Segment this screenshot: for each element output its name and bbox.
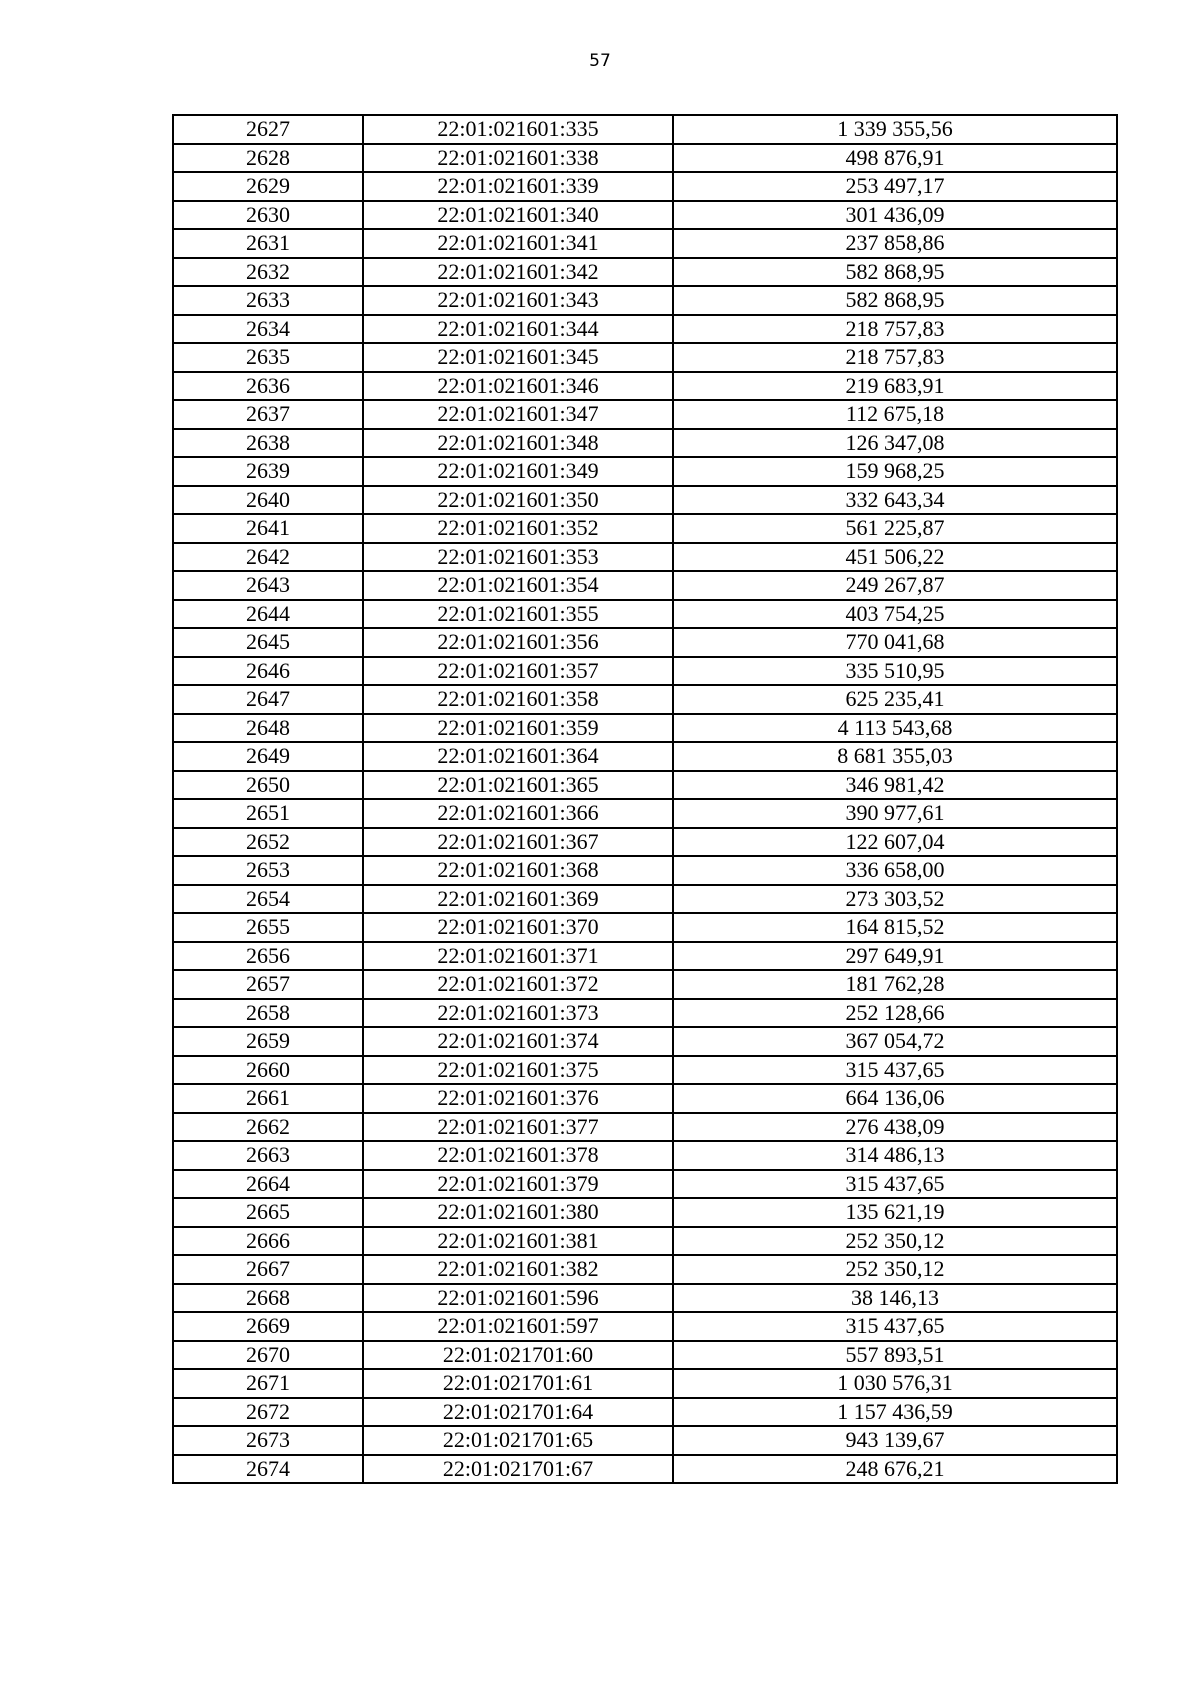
- cadastral-value-cell: 276 438,09: [673, 1113, 1117, 1142]
- cadastral-value-cell: 315 437,65: [673, 1312, 1117, 1341]
- table-row: [173, 885, 1117, 914]
- row-number-cell: 2643: [173, 571, 363, 600]
- page-number: 57: [589, 51, 611, 71]
- cadastral-value-cell: 8 681 355,03: [673, 742, 1117, 771]
- cadastral-value-cell: 135 621,19: [673, 1198, 1117, 1227]
- row-number-cell: 2650: [173, 771, 363, 800]
- table-row: [173, 942, 1117, 971]
- cadastral-number-cell: 22:01:021601:353: [363, 543, 673, 572]
- cadastral-value-cell: 218 757,83: [673, 315, 1117, 344]
- cadastral-value-cell: 252 350,12: [673, 1227, 1117, 1256]
- table-row: [173, 429, 1117, 458]
- cadastral-number-cell: 22:01:021601:344: [363, 315, 673, 344]
- table-row: [173, 913, 1117, 942]
- cadastral-value-cell: 253 497,17: [673, 172, 1117, 201]
- cadastral-number-cell: 22:01:021601:372: [363, 970, 673, 999]
- row-number-cell: 2641: [173, 514, 363, 543]
- table-row: [173, 1084, 1117, 1113]
- table-row: [173, 115, 1117, 144]
- row-number-cell: 2669: [173, 1312, 363, 1341]
- cadastral-number-cell: 22:01:021601:368: [363, 856, 673, 885]
- table-row: [173, 372, 1117, 401]
- cadastral-number-cell: 22:01:021601:359: [363, 714, 673, 743]
- row-number-cell: 2636: [173, 372, 363, 401]
- cadastral-value-cell: 249 267,87: [673, 571, 1117, 600]
- cadastral-number-cell: 22:01:021601:348: [363, 429, 673, 458]
- cadastral-value-cell: 297 649,91: [673, 942, 1117, 971]
- cadastral-number-cell: 22:01:021701:60: [363, 1341, 673, 1370]
- cadastral-value-cell: 4 113 543,68: [673, 714, 1117, 743]
- cadastral-value-cell: 498 876,91: [673, 144, 1117, 173]
- cadastral-number-cell: 22:01:021601:376: [363, 1084, 673, 1113]
- row-number-cell: 2660: [173, 1056, 363, 1085]
- table-row: [173, 970, 1117, 999]
- cadastral-value-cell: 332 643,34: [673, 486, 1117, 515]
- row-number-cell: 2668: [173, 1284, 363, 1313]
- cadastral-number-cell: 22:01:021601:370: [363, 913, 673, 942]
- table-row: [173, 600, 1117, 629]
- cadastral-value-cell: 403 754,25: [673, 600, 1117, 629]
- cadastral-number-cell: 22:01:021601:371: [363, 942, 673, 971]
- row-number-cell: 2666: [173, 1227, 363, 1256]
- row-number-cell: 2647: [173, 685, 363, 714]
- cadastral-number-cell: 22:01:021701:65: [363, 1426, 673, 1455]
- cadastral-number-cell: 22:01:021601:341: [363, 229, 673, 258]
- row-number-cell: 2670: [173, 1341, 363, 1370]
- row-number-cell: 2674: [173, 1455, 363, 1484]
- row-number-cell: 2664: [173, 1170, 363, 1199]
- row-number-cell: 2639: [173, 457, 363, 486]
- cadastral-value-cell: 218 757,83: [673, 343, 1117, 372]
- table-row: [173, 1227, 1117, 1256]
- table-row: [173, 1455, 1117, 1484]
- row-number-cell: 2656: [173, 942, 363, 971]
- table-row: [173, 315, 1117, 344]
- row-number-cell: 2629: [173, 172, 363, 201]
- row-number-cell: 2672: [173, 1398, 363, 1427]
- row-number-cell: 2651: [173, 799, 363, 828]
- cadastral-number-cell: 22:01:021601:365: [363, 771, 673, 800]
- table-row: [173, 1426, 1117, 1455]
- cadastral-value-cell: 181 762,28: [673, 970, 1117, 999]
- table-row: [173, 144, 1117, 173]
- cadastral-value-table: [172, 114, 1118, 1484]
- row-number-cell: 2658: [173, 999, 363, 1028]
- row-number-cell: 2627: [173, 115, 363, 144]
- table-row: [173, 486, 1117, 515]
- cadastral-value-cell: 625 235,41: [673, 685, 1117, 714]
- table-row: [173, 628, 1117, 657]
- row-number-cell: 2663: [173, 1141, 363, 1170]
- cadastral-number-cell: 22:01:021601:345: [363, 343, 673, 372]
- table-row: [173, 742, 1117, 771]
- table-row: [173, 1341, 1117, 1370]
- row-number-cell: 2637: [173, 400, 363, 429]
- table-row: [173, 258, 1117, 287]
- cadastral-value-cell: 38 146,13: [673, 1284, 1117, 1313]
- cadastral-number-cell: 22:01:021701:64: [363, 1398, 673, 1427]
- cadastral-number-cell: 22:01:021601:373: [363, 999, 673, 1028]
- row-number-cell: 2667: [173, 1255, 363, 1284]
- cadastral-value-cell: 252 350,12: [673, 1255, 1117, 1284]
- cadastral-number-cell: 22:01:021601:382: [363, 1255, 673, 1284]
- table-row: [173, 514, 1117, 543]
- cadastral-value-cell: 1 030 576,31: [673, 1369, 1117, 1398]
- row-number-cell: 2630: [173, 201, 363, 230]
- cadastral-number-cell: 22:01:021601:343: [363, 286, 673, 315]
- row-number-cell: 2649: [173, 742, 363, 771]
- row-number-cell: 2631: [173, 229, 363, 258]
- cadastral-value-cell: 336 658,00: [673, 856, 1117, 885]
- cadastral-value-cell: 122 607,04: [673, 828, 1117, 857]
- cadastral-number-cell: 22:01:021601:377: [363, 1113, 673, 1142]
- cadastral-value-cell: 164 815,52: [673, 913, 1117, 942]
- row-number-cell: 2645: [173, 628, 363, 657]
- cadastral-number-cell: 22:01:021601:347: [363, 400, 673, 429]
- cadastral-number-cell: 22:01:021601:597: [363, 1312, 673, 1341]
- table-row: [173, 1141, 1117, 1170]
- cadastral-value-cell: 582 868,95: [673, 286, 1117, 315]
- cadastral-number-cell: 22:01:021601:367: [363, 828, 673, 857]
- table-row: [173, 286, 1117, 315]
- row-number-cell: 2634: [173, 315, 363, 344]
- cadastral-number-cell: 22:01:021701:61: [363, 1369, 673, 1398]
- table-row: [173, 1255, 1117, 1284]
- cadastral-value-cell: 1 157 436,59: [673, 1398, 1117, 1427]
- table-row: [173, 457, 1117, 486]
- row-number-cell: 2628: [173, 144, 363, 173]
- cadastral-value-cell: 252 128,66: [673, 999, 1117, 1028]
- row-number-cell: 2661: [173, 1084, 363, 1113]
- row-number-cell: 2665: [173, 1198, 363, 1227]
- table-body: [173, 115, 1117, 1483]
- cadastral-value-cell: 561 225,87: [673, 514, 1117, 543]
- row-number-cell: 2648: [173, 714, 363, 743]
- cadastral-value-cell: 315 437,65: [673, 1056, 1117, 1085]
- cadastral-value-cell: 1 339 355,56: [673, 115, 1117, 144]
- table-row: [173, 1056, 1117, 1085]
- cadastral-value-cell: 451 506,22: [673, 543, 1117, 572]
- cadastral-value-cell: 664 136,06: [673, 1084, 1117, 1113]
- cadastral-number-cell: 22:01:021601:342: [363, 258, 673, 287]
- cadastral-value-cell: 770 041,68: [673, 628, 1117, 657]
- table-row: [173, 685, 1117, 714]
- cadastral-value-cell: 367 054,72: [673, 1027, 1117, 1056]
- row-number-cell: 2635: [173, 343, 363, 372]
- cadastral-value-cell: 314 486,13: [673, 1141, 1117, 1170]
- table-row: [173, 343, 1117, 372]
- table-row: [173, 856, 1117, 885]
- row-number-cell: 2654: [173, 885, 363, 914]
- table-row: [173, 1113, 1117, 1142]
- cadastral-value-cell: 219 683,91: [673, 372, 1117, 401]
- cadastral-number-cell: 22:01:021601:354: [363, 571, 673, 600]
- row-number-cell: 2652: [173, 828, 363, 857]
- cadastral-number-cell: 22:01:021601:346: [363, 372, 673, 401]
- row-number-cell: 2640: [173, 486, 363, 515]
- row-number-cell: 2673: [173, 1426, 363, 1455]
- row-number-cell: 2638: [173, 429, 363, 458]
- cadastral-number-cell: 22:01:021601:350: [363, 486, 673, 515]
- cadastral-number-cell: 22:01:021601:378: [363, 1141, 673, 1170]
- cadastral-value-cell: 112 675,18: [673, 400, 1117, 429]
- table-row: [173, 201, 1117, 230]
- cadastral-number-cell: 22:01:021601:366: [363, 799, 673, 828]
- table-row: [173, 799, 1117, 828]
- cadastral-number-cell: 22:01:021601:358: [363, 685, 673, 714]
- row-number-cell: 2671: [173, 1369, 363, 1398]
- row-number-cell: 2657: [173, 970, 363, 999]
- cadastral-number-cell: 22:01:021601:339: [363, 172, 673, 201]
- row-number-cell: 2662: [173, 1113, 363, 1142]
- table-row: [173, 1198, 1117, 1227]
- cadastral-value-cell: 301 436,09: [673, 201, 1117, 230]
- cadastral-number-cell: 22:01:021601:349: [363, 457, 673, 486]
- cadastral-number-cell: 22:01:021601:364: [363, 742, 673, 771]
- row-number-cell: 2632: [173, 258, 363, 287]
- table-row: [173, 400, 1117, 429]
- table-row: [173, 543, 1117, 572]
- table-row: [173, 714, 1117, 743]
- row-number-cell: 2653: [173, 856, 363, 885]
- table-row: [173, 1398, 1117, 1427]
- table-row: [173, 771, 1117, 800]
- table-row: [173, 1170, 1117, 1199]
- row-number-cell: 2646: [173, 657, 363, 686]
- table-row: [173, 1312, 1117, 1341]
- table-row: [173, 571, 1117, 600]
- table-row: [173, 999, 1117, 1028]
- cadastral-number-cell: 22:01:021601:352: [363, 514, 673, 543]
- table-row: [173, 828, 1117, 857]
- cadastral-value-cell: 237 858,86: [673, 229, 1117, 258]
- cadastral-value-cell: 390 977,61: [673, 799, 1117, 828]
- table-row: [173, 172, 1117, 201]
- cadastral-number-cell: 22:01:021601:596: [363, 1284, 673, 1313]
- cadastral-number-cell: 22:01:021701:67: [363, 1455, 673, 1484]
- table-row: [173, 657, 1117, 686]
- cadastral-number-cell: 22:01:021601:335: [363, 115, 673, 144]
- cadastral-number-cell: 22:01:021601:369: [363, 885, 673, 914]
- cadastral-value-cell: 943 139,67: [673, 1426, 1117, 1455]
- cadastral-value-cell: 126 347,08: [673, 429, 1117, 458]
- cadastral-value-cell: 273 303,52: [673, 885, 1117, 914]
- cadastral-number-cell: 22:01:021601:340: [363, 201, 673, 230]
- cadastral-number-cell: 22:01:021601:380: [363, 1198, 673, 1227]
- cadastral-value-cell: 159 968,25: [673, 457, 1117, 486]
- cadastral-number-cell: 22:01:021601:381: [363, 1227, 673, 1256]
- cadastral-value-cell: 557 893,51: [673, 1341, 1117, 1370]
- row-number-cell: 2633: [173, 286, 363, 315]
- row-number-cell: 2659: [173, 1027, 363, 1056]
- cadastral-number-cell: 22:01:021601:379: [363, 1170, 673, 1199]
- cadastral-number-cell: 22:01:021601:355: [363, 600, 673, 629]
- cadastral-number-cell: 22:01:021601:356: [363, 628, 673, 657]
- table-row: [173, 229, 1117, 258]
- cadastral-number-cell: 22:01:021601:374: [363, 1027, 673, 1056]
- row-number-cell: 2642: [173, 543, 363, 572]
- table-row: [173, 1284, 1117, 1313]
- row-number-cell: 2655: [173, 913, 363, 942]
- cadastral-number-cell: 22:01:021601:338: [363, 144, 673, 173]
- table-row: [173, 1027, 1117, 1056]
- cadastral-value-cell: 248 676,21: [673, 1455, 1117, 1484]
- cadastral-value-cell: 582 868,95: [673, 258, 1117, 287]
- cadastral-number-cell: 22:01:021601:375: [363, 1056, 673, 1085]
- table-row: [173, 1369, 1117, 1398]
- cadastral-value-cell: 315 437,65: [673, 1170, 1117, 1199]
- row-number-cell: 2644: [173, 600, 363, 629]
- cadastral-value-cell: 335 510,95: [673, 657, 1117, 686]
- cadastral-number-cell: 22:01:021601:357: [363, 657, 673, 686]
- cadastral-value-cell: 346 981,42: [673, 771, 1117, 800]
